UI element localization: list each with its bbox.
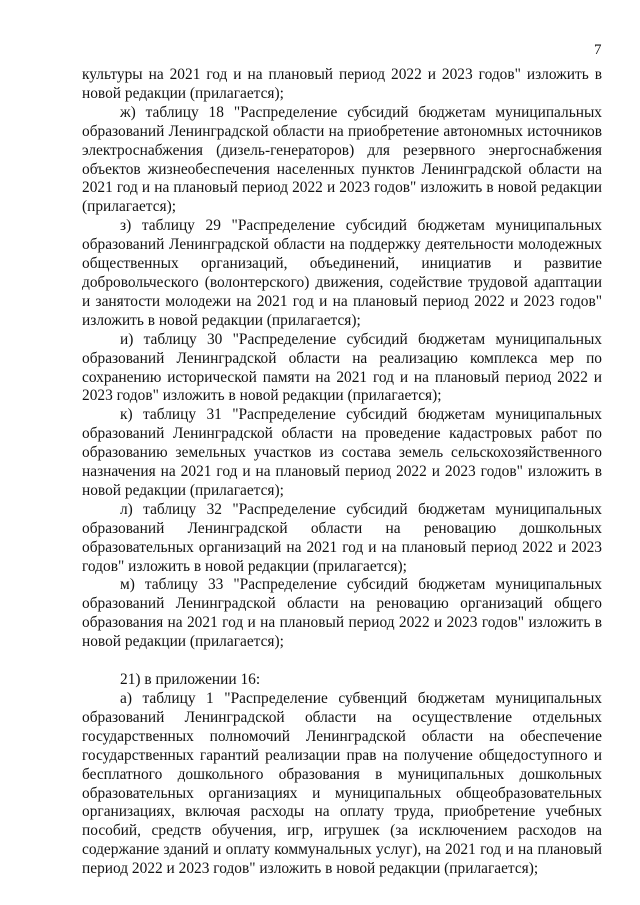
paragraph-item-l: л) таблицу 32 "Распределение субсидий бюджетам муниципальных образований Ленинградской области на реновацию дошкольных образовательных организаций на 2021 год и на плановый период 2022 и 2023 годов" изложить в новой редакции (прилагается);: [82, 500, 602, 575]
paragraph-item-zh: ж) таблицу 18 "Распределение субсидий бюджетам муниципальных образований Ленинградской области на приобретение автономных источников электроснабжения (дизель-генераторов) для резервного энергоснабжения объектов жизнеобеспечения населенных пунктов Ленинградской области на 2021 год и на плановый период 2022 и 2023 годов" изложить в новой редакции (прилагается);: [82, 103, 602, 216]
document-body: [82, 66, 602, 879]
paragraph-item-m: м) таблицу 33 "Распределение субсидий бюджетам муниципальных образований Ленинградской области на реновацию организаций общего образования на 2021 год и на плановый период 2022 и 2023 годов" изложить в новой редакции (прилагается);: [82, 576, 602, 651]
paragraph-item-k: к) таблицу 31 "Распределение субсидий бюджетам муниципальных образований Ленинградской области на проведение кадастровых работ по образованию земельных участков из состава земель сельскохозяйственного назначения на 2021 год и на плановый период 2022 и 2023 годов" изложить в новой редакции (прилагается);: [82, 406, 602, 499]
page-number: 7: [594, 42, 602, 58]
paragraph-item-z: з) таблицу 29 "Распределение субсидий бюджетам муниципальных образований Ленинградской области на поддержку деятельности молодежных общественных организаций, объединений, инициатив и развитие добровольческого (волонтерского) движения, содействие трудовой адаптации и занятости молодежи на 2021 год и на плановый период 2022 и 2023 годов" изложить в новой редакции (прилагается);: [82, 217, 602, 329]
paragraph-continuation: культуры на 2021 год и на плановый период 2022 и 2023 годов" изложить в новой редакции (прилагается);: [82, 66, 602, 102]
paragraph-item-a: а) таблицу 1 "Распределение субвенций бюджетам муниципальных образований Ленинградской области на осуществление отдельных государственных полномочий Ленинградской области на обеспечение государственных гарантий реализации прав на получение общедоступного и бесплатного дошкольного образования в муниципальных дошкольных образовательных организациях и муниципальных общеобразовательных организациях, включая расходы на оплату труда, приобретение учебных пособий, средств обучения, игр, игрушек (за исключением расходов на содержание зданий и оплату коммунальных услуг), на 2021 год и на плановый период 2022 и 2023 годов" изложить в новой редакции (прилагается);: [82, 690, 602, 878]
section-heading-21: 21) в приложении 16:: [120, 671, 261, 689]
paragraph-item-i: и) таблицу 30 "Распределение субсидий бюджетам муниципальных образований Ленинградской области на реализацию комплекса мер по сохранению исторической памяти на 2021 год и на плановый период 2022 и 2023 годов" изложить в новой редакции (прилагается);: [82, 330, 602, 405]
